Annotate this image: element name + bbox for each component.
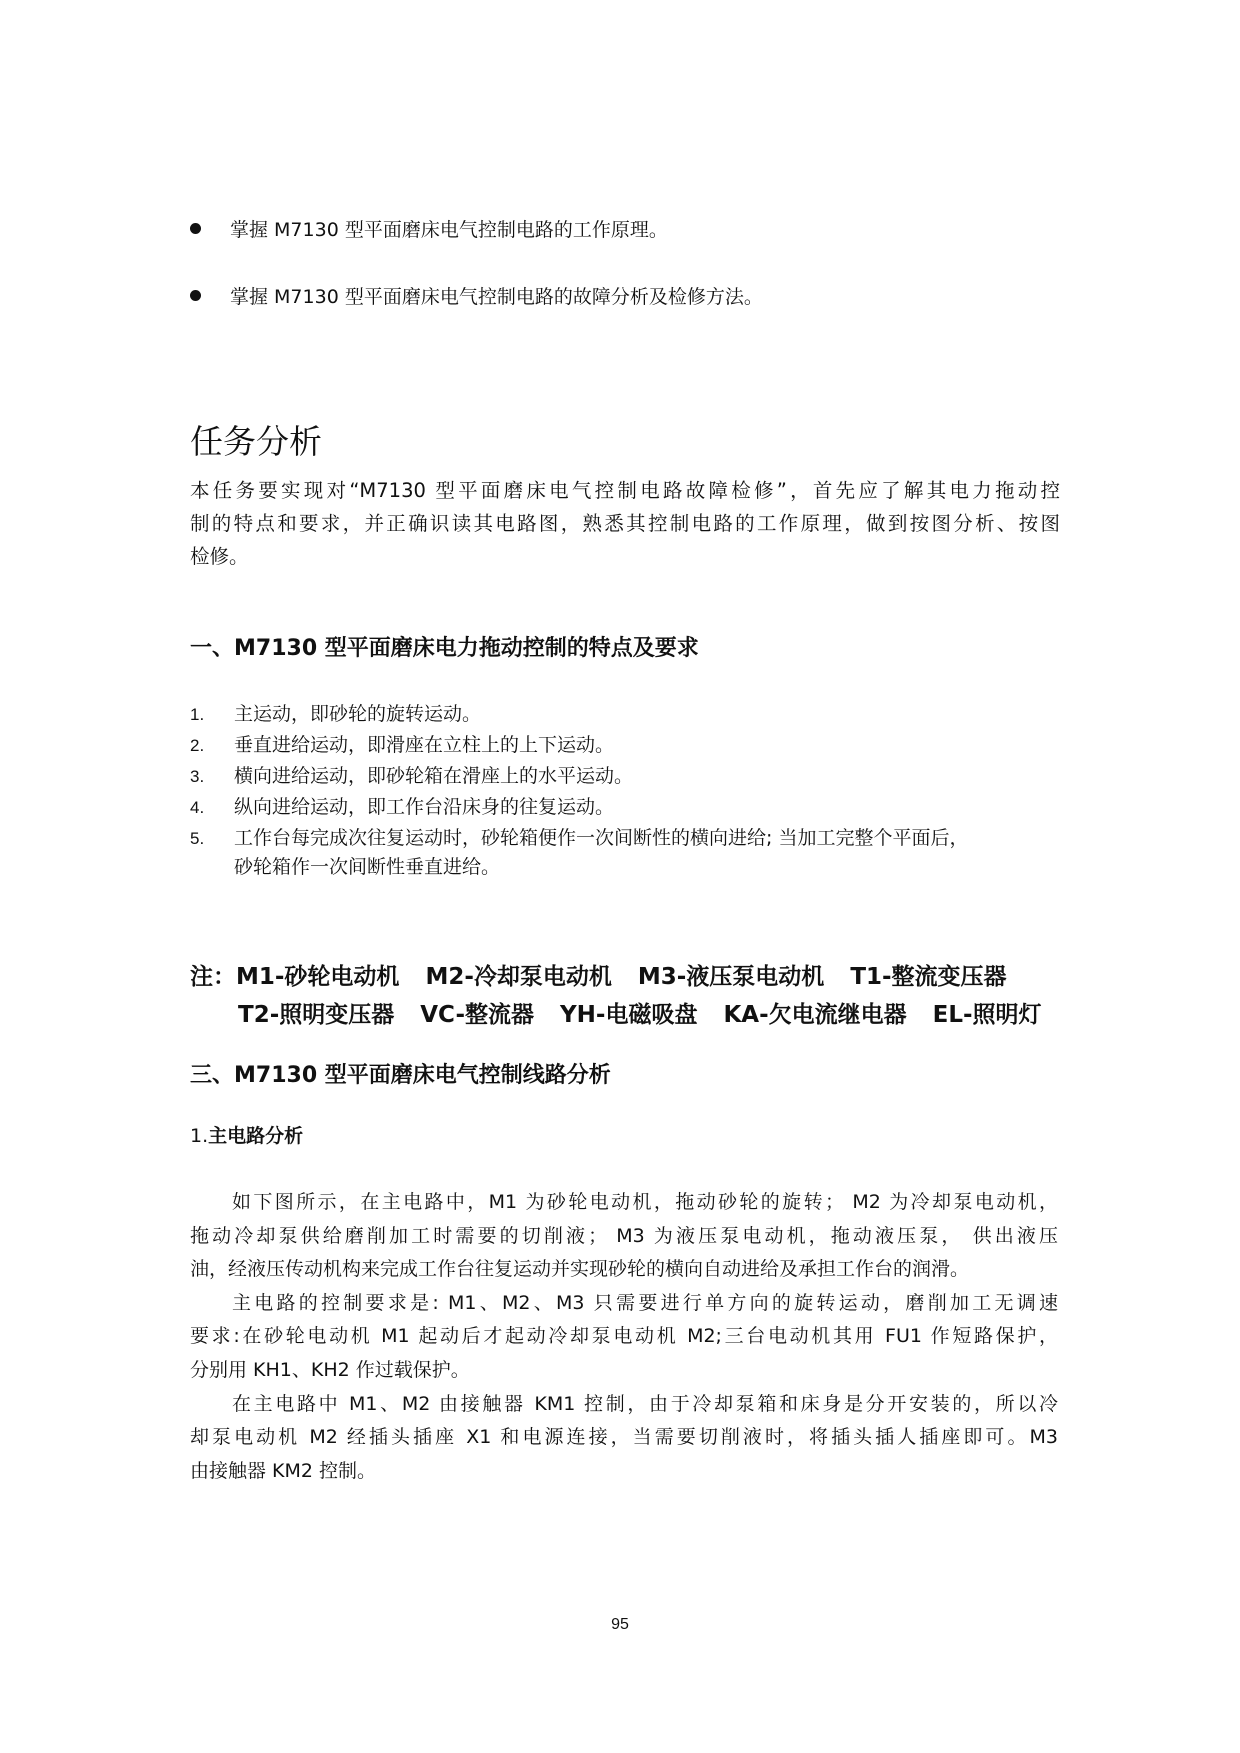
section3-heading: 三、M7130 型平面磨床电气控制线路分析 [190,1063,611,1088]
note-term: M2-冷却泵电动机 [425,964,612,990]
paragraph-line: 分别用 KH1、KH2 作过载保护。 [190,1358,470,1381]
list-item [190,793,1070,822]
note-line-1 [190,958,1042,996]
note-line-2 [190,996,1042,1034]
paragraph-line: 主电路的控制要求是: M1、M2、M3 只需要进行单方向的旋转运动，磨削加工无调速 [232,1291,1058,1314]
paragraph-line: 制的特点和要求，并正确识读其电路图，熟悉其控制电路的工作原理，做到按图分析、按图 [190,512,1060,535]
list-item [190,731,1070,760]
task-heading: 任务分析 [190,422,322,461]
note-term: EL-照明灯 [932,1002,1042,1028]
bullet-text: 掌握 M7130 型平面磨床电气控制电路的工作原理。 [230,219,668,241]
section1-heading: 一、M7130 型平面磨床电力拖动控制的特点及要求 [190,636,699,661]
paragraph-line: 油，经液压传动机构来完成工作台往复运动并实现砂轮的横向自动进给及承担工作台的润滑。 [190,1258,970,1281]
task-intro-paragraph [190,474,1060,573]
paragraph-line: 如下图所示，在主电路中，M1 为砂轮电动机，拖动砂轮的旋转； M2 为冷却泵电动机， [232,1191,1058,1213]
paragraph-line: 检修。 [190,545,249,568]
bullet-text: 掌握 M7130 型平面磨床电气控制电路的故障分析及检修方法。 [230,286,763,308]
page-number: 95 [611,1616,629,1633]
paragraph-line: 本任务要实现对“M7130 型平面磨床电气控制电路故障检修”，首先应了解其电力拖动控 [190,479,1060,502]
bullet-dot-icon [190,223,201,234]
list-number: 5. [190,829,205,848]
list-text: 纵向进给运动，即工作台沿床身的往复运动。 [234,796,615,818]
note-term: VC-整流器 [420,1002,535,1028]
note-term: M1-砂轮电动机 [236,964,400,990]
list-text: 垂直进给运动，即滑座在立柱上的上下运动。 [234,734,615,756]
bullet-dot-icon [190,290,201,301]
note-term: T2-照明变压器 [238,1002,395,1028]
subsection-number: 1. [190,1125,209,1147]
note-term: YH-电磁吸盘 [560,1002,698,1028]
list-number: 4. [190,798,205,817]
list-item [190,824,1070,882]
legend-note [190,958,1042,1034]
list-text: 砂轮箱作一次间断性垂直进给。 [234,856,501,878]
list-number: 2. [190,736,205,755]
note-prefix: 注： [190,964,236,990]
list-number: 3. [190,767,205,786]
list-item [190,762,1070,791]
main-circuit-analysis-text [190,1186,1058,1488]
list-text: 主运动，即砂轮的旋转运动。 [234,703,482,725]
note-term: M3-液压泵电动机 [637,964,825,990]
bullet-item-2 [190,283,763,311]
paragraph-line: 拖动冷却泵供给磨削加工时需要的切削液； M3 为液压泵电动机，拖动液压泵， 供出液压 [190,1224,1058,1247]
list-text: 横向进给运动，即砂轮箱在滑座上的水平运动。 [234,765,634,787]
list-item [190,700,1070,729]
section1-list [190,700,1070,884]
subsection-title: 主电路分析 [208,1125,304,1147]
note-term: KA-欠电流继电器 [723,1002,907,1028]
note-term: T1-整流变压器 [850,964,1007,990]
paragraph-line: 却泵电动机 M2 经插头插座 X1 和电源连接，当需要切削液时，将插头插人插座即可。M3 [190,1426,1058,1449]
paragraph-line: 要求:在砂轮电动机 M1 起动后才起动冷却泵电动机 M2;三台电动机其用 FU1 作短路保护， [190,1325,1058,1348]
list-number: 1. [190,705,205,724]
paragraph-line: 在主电路中 M1、M2 由接触器 KM1 控制，由于冷却泵箱和床身是分开安装的，所以冷 [232,1392,1058,1415]
bullet-item-1 [190,216,668,244]
paragraph-line: 由接触器 KM2 控制。 [190,1459,377,1482]
subsection-heading [190,1122,303,1150]
list-text: 工作台每完成次往复运动时，砂轮箱便作一次间断性的横向进给; 当加工完整个平面后， [234,827,969,849]
